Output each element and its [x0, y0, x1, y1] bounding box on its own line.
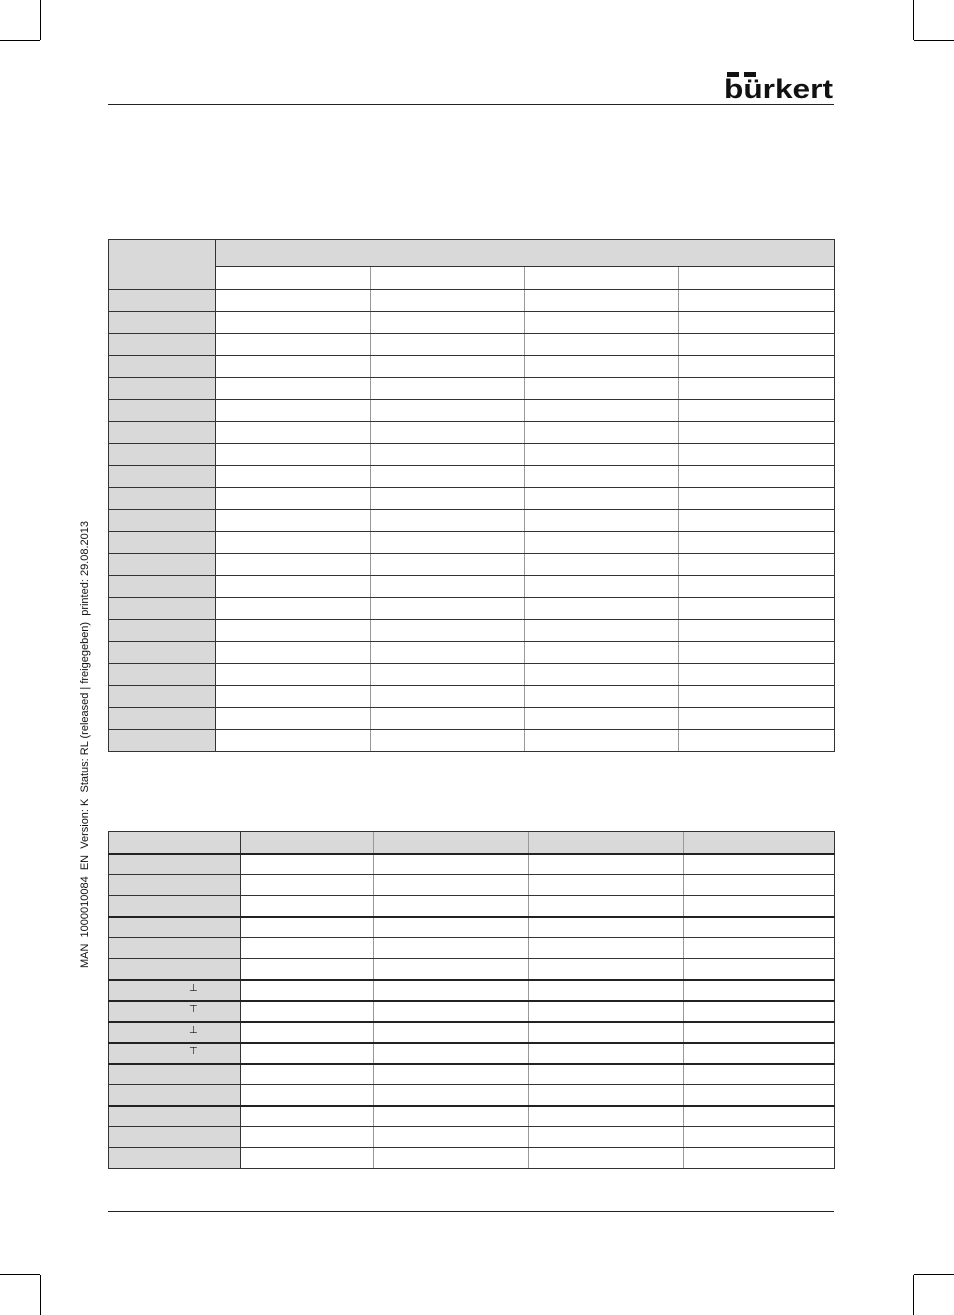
table-cell: [216, 356, 371, 378]
table-row: [109, 444, 835, 466]
table-row: [109, 959, 835, 980]
row-label: [109, 686, 216, 708]
table-cell: [529, 1022, 684, 1043]
table-cell: [241, 1001, 374, 1022]
table-cell: [525, 598, 679, 620]
table-cell: [216, 532, 371, 554]
table-cell: [216, 554, 371, 576]
table-row: [109, 896, 835, 917]
table-cell: [679, 400, 835, 422]
row-label: [109, 444, 216, 466]
table-cell: [679, 334, 835, 356]
table-cell: [374, 854, 529, 875]
table-cell: [525, 312, 679, 334]
row-label: [109, 422, 216, 444]
table-cell: [529, 1148, 684, 1169]
table-cell: [371, 598, 525, 620]
table-cell: [684, 1085, 835, 1106]
row-label: [109, 642, 216, 664]
table-cell: [679, 620, 835, 642]
row-label: [109, 576, 216, 598]
row-label: [109, 980, 241, 1001]
table-cell: [374, 1085, 529, 1106]
row-label: [109, 854, 241, 875]
table-row: [109, 620, 835, 642]
table-cell: [241, 1064, 374, 1085]
table-cell: [374, 1127, 529, 1148]
table-row: [109, 1043, 835, 1064]
table2-column-header: [241, 832, 374, 854]
row-label: [109, 1043, 241, 1064]
table-row: [109, 1148, 835, 1169]
table2-corner-cell: [109, 832, 241, 854]
table-cell: [684, 1064, 835, 1085]
table-cell: [684, 1022, 835, 1043]
table-cell: [374, 1043, 529, 1064]
table-cell: [525, 378, 679, 400]
table-cell: [371, 730, 525, 752]
header-rule: [108, 104, 834, 105]
row-label: [109, 938, 241, 959]
table-cell: [241, 980, 374, 1001]
table-cell: [529, 1106, 684, 1127]
table-cell: [241, 1085, 374, 1106]
table-cell: [525, 334, 679, 356]
table-cell: [241, 959, 374, 980]
row-label: [109, 356, 216, 378]
table-cell: [529, 896, 684, 917]
table-cell: [525, 686, 679, 708]
table-cell: [216, 708, 371, 730]
table1-group-header: [216, 240, 835, 267]
table-row: [109, 532, 835, 554]
row-label: [109, 312, 216, 334]
table-cell: [216, 334, 371, 356]
table-cell: [216, 488, 371, 510]
table-cell: [525, 708, 679, 730]
table-cell: [684, 917, 835, 938]
down-tack-icon: ⊤: [189, 1003, 198, 1015]
table-cell: [374, 959, 529, 980]
document-id-note: MAN 1000010084 EN Version: K Status: RL (released | freigegeben) printed: 29.08.2013: [79, 520, 91, 968]
table-cell: [684, 1001, 835, 1022]
table-row: [109, 400, 835, 422]
table-row: [109, 854, 835, 875]
table-row: [109, 378, 835, 400]
table-cell: [371, 576, 525, 598]
table-cell: [679, 686, 835, 708]
table-cell: [371, 708, 525, 730]
table-cell: [529, 980, 684, 1001]
row-label: [109, 510, 216, 532]
table-cell: [525, 290, 679, 312]
table-cell: [374, 1064, 529, 1085]
table-cell: [241, 875, 374, 896]
table-row: [109, 875, 835, 896]
row-label: [109, 1085, 241, 1106]
table-cell: [371, 532, 525, 554]
table-row: [109, 554, 835, 576]
row-label: [109, 334, 216, 356]
table-cell: [679, 532, 835, 554]
table-cell: [241, 896, 374, 917]
table-cell: [241, 1106, 374, 1127]
table-cell: [529, 959, 684, 980]
table-row: [109, 730, 835, 752]
row-label: [109, 466, 216, 488]
table-cell: [241, 854, 374, 875]
table-cell: [679, 378, 835, 400]
table-cell: [371, 444, 525, 466]
table-cell: [371, 400, 525, 422]
row-label: [109, 488, 216, 510]
row-label: [109, 896, 241, 917]
table-cell: [684, 875, 835, 896]
table-row: [109, 334, 835, 356]
table-row: [109, 642, 835, 664]
table-cell: [525, 488, 679, 510]
table-row: [109, 1106, 835, 1127]
table-cell: [371, 510, 525, 532]
table-cell: [216, 664, 371, 686]
spec-table-1: [108, 239, 835, 752]
table-row: [109, 576, 835, 598]
table-cell: [371, 422, 525, 444]
table-cell: [216, 598, 371, 620]
table1-subheader-row: [109, 267, 835, 290]
table-row: [109, 598, 835, 620]
table-cell: [679, 642, 835, 664]
row-label: [109, 1001, 241, 1022]
table1-column-header: [371, 267, 525, 290]
table-cell: [684, 938, 835, 959]
table-cell: [374, 896, 529, 917]
table-cell: [241, 1022, 374, 1043]
table-row: [109, 917, 835, 938]
table-cell: [679, 422, 835, 444]
table-row: [109, 290, 835, 312]
table-cell: [371, 642, 525, 664]
row-label: [109, 1148, 241, 1169]
table-cell: [679, 290, 835, 312]
table-cell: [525, 400, 679, 422]
row-label: [109, 959, 241, 980]
table-cell: [216, 642, 371, 664]
row-label: [109, 730, 216, 752]
table-cell: [679, 664, 835, 686]
table-cell: [525, 356, 679, 378]
table-cell: [216, 730, 371, 752]
table-cell: [374, 1001, 529, 1022]
table-cell: [529, 1127, 684, 1148]
table-cell: [529, 875, 684, 896]
table-cell: [679, 312, 835, 334]
spec-table-2: [108, 831, 835, 1169]
row-label: [109, 598, 216, 620]
table1-column-header: [216, 267, 371, 290]
table-cell: [684, 1106, 835, 1127]
table-cell: [679, 444, 835, 466]
row-label: [109, 875, 241, 896]
table-row: [109, 422, 835, 444]
table-cell: [371, 356, 525, 378]
table-cell: [374, 1106, 529, 1127]
row-label: [109, 664, 216, 686]
table-cell: [374, 1022, 529, 1043]
row-label: [109, 554, 216, 576]
row-label: [109, 1127, 241, 1148]
row-label: [109, 708, 216, 730]
table-row: [109, 1064, 835, 1085]
row-label: [109, 378, 216, 400]
table-cell: [529, 854, 684, 875]
table-cell: [679, 708, 835, 730]
table-cell: [525, 642, 679, 664]
table-cell: [679, 466, 835, 488]
table2-column-header: [374, 832, 529, 854]
table-row: [109, 488, 835, 510]
crop-mark-tr-v: [913, 0, 914, 40]
table-cell: [374, 1148, 529, 1169]
table-cell: [529, 917, 684, 938]
table-row: [109, 1085, 835, 1106]
row-label: [109, 1106, 241, 1127]
footer-rule: [108, 1211, 834, 1212]
table2-column-header: [684, 832, 835, 854]
crop-mark-tl-v: [40, 0, 41, 40]
table-cell: [684, 1127, 835, 1148]
crop-mark-bl-h: [0, 1274, 40, 1275]
table-cell: [216, 378, 371, 400]
table-cell: [525, 576, 679, 598]
table-cell: [679, 730, 835, 752]
table-cell: [529, 1043, 684, 1064]
table-row: [109, 466, 835, 488]
table-cell: [241, 938, 374, 959]
table-cell: [529, 1085, 684, 1106]
table-row: [109, 1127, 835, 1148]
table-cell: [371, 334, 525, 356]
table-cell: [525, 730, 679, 752]
crop-mark-bl-v: [40, 1275, 41, 1315]
table-cell: [371, 312, 525, 334]
table-cell: [684, 896, 835, 917]
table-cell: [216, 422, 371, 444]
table-cell: [216, 312, 371, 334]
table-cell: [371, 466, 525, 488]
table-row: [109, 980, 835, 1001]
table-cell: [679, 576, 835, 598]
table-cell: [684, 854, 835, 875]
table-cell: [684, 1148, 835, 1169]
table-row: [109, 938, 835, 959]
table2-header-row: [109, 832, 835, 854]
table-cell: [371, 378, 525, 400]
table-cell: [374, 938, 529, 959]
table-cell: [679, 488, 835, 510]
table-cell: [525, 510, 679, 532]
table1-column-header: [525, 267, 679, 290]
table-cell: [374, 980, 529, 1001]
table1-corner-cell: [109, 240, 216, 290]
crop-mark-br-h: [914, 1274, 954, 1275]
table-row: [109, 708, 835, 730]
table-cell: [216, 686, 371, 708]
table-cell: [525, 664, 679, 686]
crop-mark-br-v: [913, 1275, 914, 1315]
table-cell: [529, 938, 684, 959]
table-row: [109, 686, 835, 708]
table-cell: [374, 917, 529, 938]
table-cell: [525, 466, 679, 488]
table2-column-header: [529, 832, 684, 854]
table-cell: [241, 917, 374, 938]
table-row: [109, 1022, 835, 1043]
table-cell: [525, 620, 679, 642]
table-cell: [371, 620, 525, 642]
brand-logo-text: bürkert: [724, 74, 834, 102]
table-cell: [241, 1043, 374, 1064]
table-cell: [216, 400, 371, 422]
row-label: [109, 917, 241, 938]
table-cell: [216, 290, 371, 312]
row-label: [109, 400, 216, 422]
up-tack-icon: ⊥: [189, 982, 198, 994]
table-cell: [525, 422, 679, 444]
table-cell: [684, 1043, 835, 1064]
table-cell: [525, 444, 679, 466]
table-cell: [216, 466, 371, 488]
table-cell: [216, 510, 371, 532]
table-cell: [371, 488, 525, 510]
table-cell: [529, 1001, 684, 1022]
table-row: [109, 510, 835, 532]
table-cell: [679, 510, 835, 532]
table-cell: [241, 1148, 374, 1169]
table-cell: [216, 444, 371, 466]
up-tack-icon: ⊥: [189, 1024, 198, 1036]
down-tack-icon: ⊤: [189, 1045, 198, 1057]
table1-header-row: [109, 240, 835, 267]
brand-logo: [724, 72, 834, 102]
table-row: [109, 1001, 835, 1022]
table-cell: [525, 532, 679, 554]
table-row: [109, 312, 835, 334]
row-label: [109, 532, 216, 554]
table-cell: [679, 554, 835, 576]
table-cell: [241, 1127, 374, 1148]
table-cell: [525, 554, 679, 576]
row-label: [109, 290, 216, 312]
table-cell: [679, 598, 835, 620]
crop-mark-tl-h: [0, 40, 40, 41]
table-cell: [371, 554, 525, 576]
row-label: [109, 620, 216, 642]
table-cell: [374, 875, 529, 896]
table-cell: [679, 356, 835, 378]
table-row: [109, 664, 835, 686]
table-cell: [371, 664, 525, 686]
row-label: [109, 1022, 241, 1043]
table-cell: [371, 290, 525, 312]
table-cell: [529, 1064, 684, 1085]
table-cell: [216, 576, 371, 598]
table-cell: [216, 620, 371, 642]
table-cell: [371, 686, 525, 708]
table1-column-header: [679, 267, 835, 290]
crop-mark-tr-h: [914, 40, 954, 41]
row-label: [109, 1064, 241, 1085]
table-cell: [684, 980, 835, 1001]
table-cell: [684, 959, 835, 980]
table-row: [109, 356, 835, 378]
